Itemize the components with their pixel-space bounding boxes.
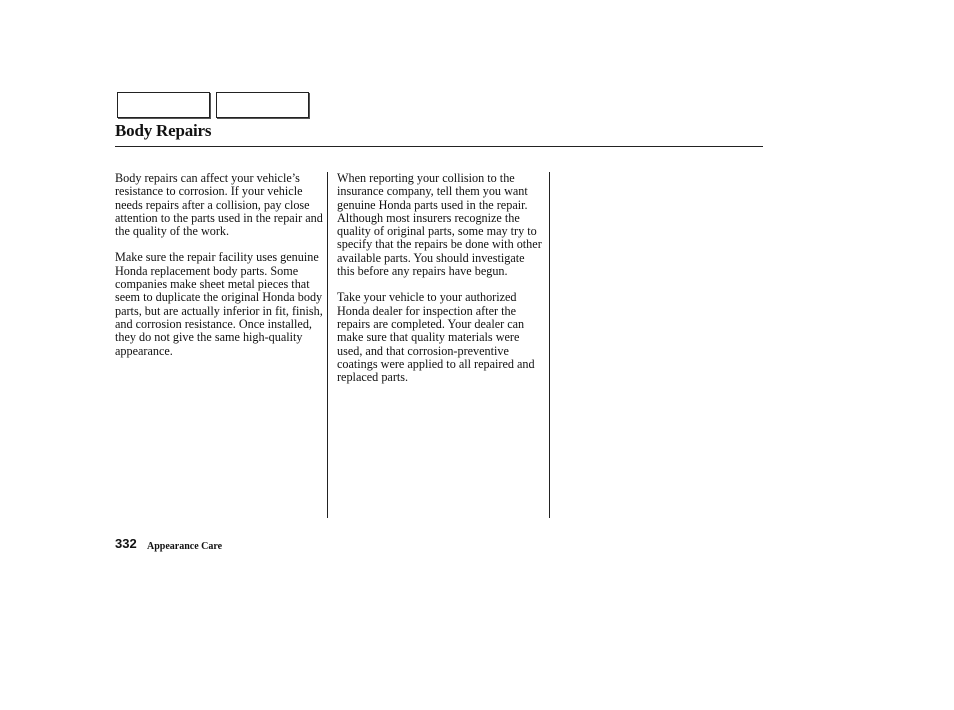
paragraph: Body repairs can affect your vehicle’s resistance to corrosion. If your vehicle needs repairs after a collision, pay close attention to the parts used in the repair and the quality of the work. xyxy=(115,171,323,239)
section-name: Appearance Care xyxy=(147,541,223,552)
text-column-1 xyxy=(115,172,323,371)
paragraph: Take your vehicle to your authorized Honda dealer for inspection after the repairs are completed. Your dealer can make sure that quality materials were used, and that corrosion-preventive coatings were applied to all repaired and replaced parts. xyxy=(337,290,535,385)
nav-button-1[interactable] xyxy=(117,92,210,118)
text-column-2 xyxy=(337,172,545,397)
page-number: 332 xyxy=(115,536,137,551)
column-divider xyxy=(327,172,328,518)
paragraph: When reporting your collision to the insurance company, tell them you want genuine Honda parts used in the repair. Although most insurers recognize the quality of original parts, some may try to specify that the repairs be done with other available parts. You should investigate this before any repairs have begun. xyxy=(337,171,542,279)
paragraph: Make sure the repair facility uses genuine Honda replacement body parts. Some companies make sheet metal pieces that seem to duplicate the original Honda body parts, but are actually inferior in fit, finish, and corrosion resistance. Once installed, they do not give the same high-quality appearance. xyxy=(115,250,323,358)
nav-button-2[interactable] xyxy=(216,92,309,118)
column-divider xyxy=(549,172,550,518)
title-divider xyxy=(115,146,763,147)
page-title: Body Repairs xyxy=(115,121,212,140)
